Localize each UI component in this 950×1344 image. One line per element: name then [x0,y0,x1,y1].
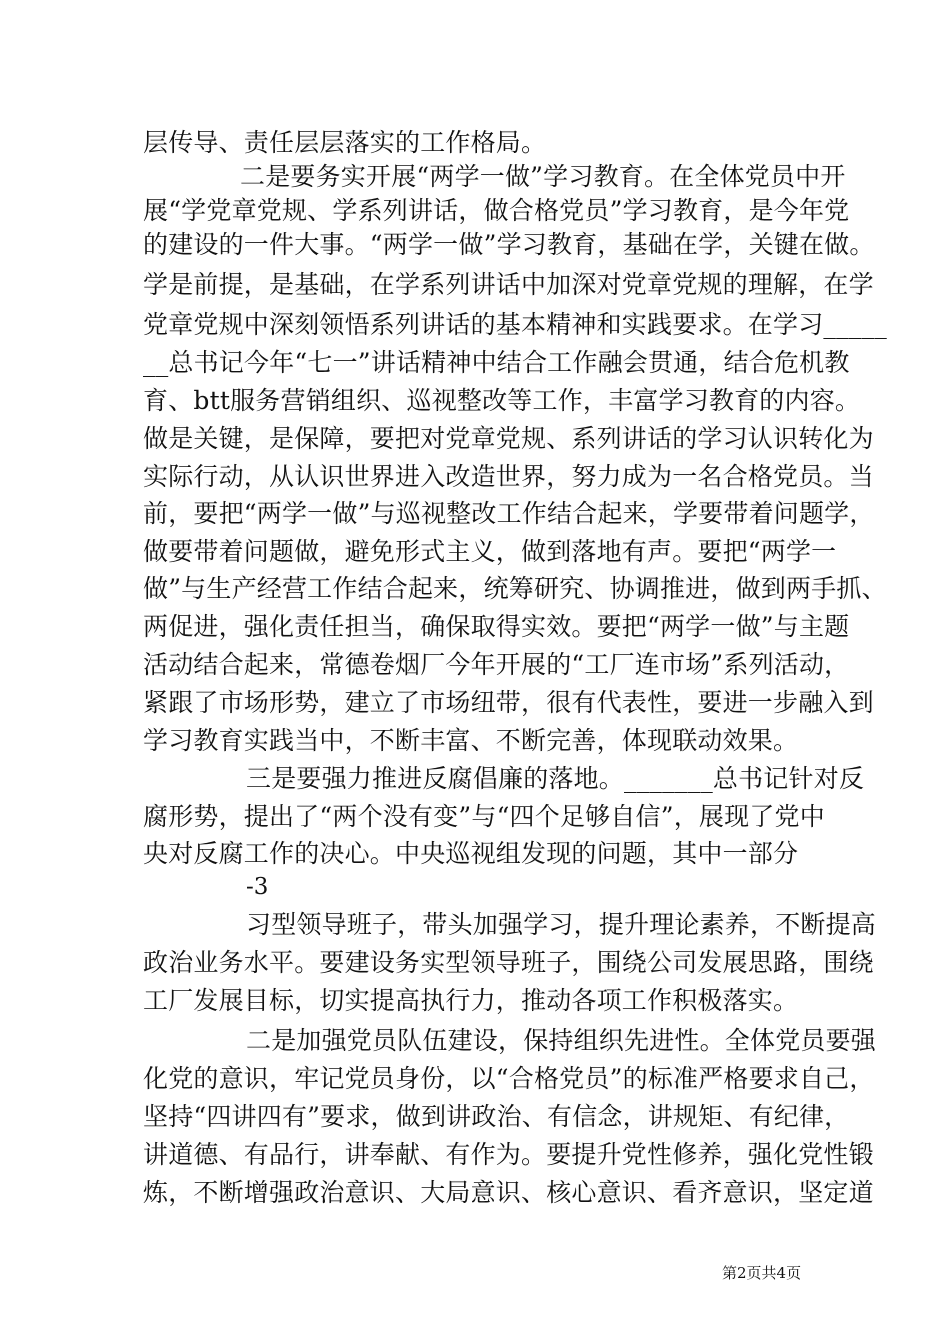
text-line-7: __总书记今年“七一”讲话精神中结合工作融会贯通，结合危机教 [143,348,850,377]
text-line-9: 做是关键，是保障，要把对党章党规、系列讲话的学习认识转化为 [143,424,874,453]
text-line-17: 学习教育实践当中，不断丰富、不断完善，体现联动效果。 [143,726,799,755]
text-line-24: 工厂发展目标，切实提高执行力，推动各项工作积极落实。 [143,986,799,1015]
page-number-marker: -3 [246,874,269,900]
text-line-26: 化党的意识，牢记党员身份，以“合格党员”的标准严格要求自己， [143,1064,875,1093]
text-line-5: 学是前提，是基础，在学系列讲话中加深对党章党规的理解，在学 [143,270,874,299]
text-line-27: 坚持“四讲四有”要求，做到讲政治、有信念，讲规矩、有纪律， [143,1102,850,1131]
text-line-28: 讲道德、有品行，讲奉献、有作为。要提升党性修养，强化党性锻 [143,1140,874,1169]
paragraph-two-start: 二是要务实开展“两学一做”学习教育。在全体党员中开 [240,162,846,191]
text-line-19: 腐形势，提出了“两个没有变”与“四个足够自信”，展现了党中 [143,802,825,831]
text-line-11: 前，要把“两学一做”与巡视整改工作结合起来，学要带着问题学， [143,499,875,528]
text-line-23: 政治业务水平。要建设务实型领导班子，围绕公司发展思路，围绕 [143,948,874,977]
text-line-13: 做”与生产经营工作结合起来，统筹研究、协调推进，做到两手抓、 [143,574,887,603]
text-line-10: 实际行动，从认识世界进入改造世界，努力成为一名合格党员。当 [143,462,874,491]
text-line-3: 展“学党章党规、学系列讲话，做合格党员”学习教育，是今年党 [143,196,850,225]
text-line-22: 习型领导班子，带头加强学习，提升理论素养，不断提高 [246,910,877,939]
text-line-14: 两促进，强化责任担当，确保取得实效。要把“两学一做”与主题 [143,612,850,641]
paragraph-three-start: 三是要强力推进反腐倡廉的落地。_______总书记针对反 [246,764,865,793]
text-line-12: 做要带着问题做，避免形式主义，做到落地有声。要把“两学一 [143,537,837,566]
text-line-20: 央对反腐工作的决心。中央巡视组发现的问题，其中一部分 [143,839,799,868]
text-line-15: 活动结合起来，常德卷烟厂今年开展的“工厂连市场”系列活动， [143,650,850,679]
text-line-1: 层传导、责任层层落实的工作格局。 [143,128,547,157]
paragraph-four-start: 二是加强党员队伍建设，保持组织先进性。全体党员要强 [246,1026,877,1055]
text-line-16: 紧跟了市场形势，建立了市场纽带，很有代表性，要进一步融入到 [143,688,874,717]
text-line-6: 党章党规中深刻领悟系列讲话的基本精神和实践要求。在学习_____ [143,310,887,339]
text-line-29: 炼，不断增强政治意识、大局意识、核心意识、看齐意识，坚定道 [143,1178,874,1207]
text-line-4: 的建设的一件大事。“两学一做”学习教育，基础在学，关键在做。 [143,230,875,259]
text-line-8: 育、btt服务营销组织、巡视整改等工作，丰富学习教育的内容。 [143,386,861,415]
page-footer: 第2页共4页 [722,1264,802,1282]
